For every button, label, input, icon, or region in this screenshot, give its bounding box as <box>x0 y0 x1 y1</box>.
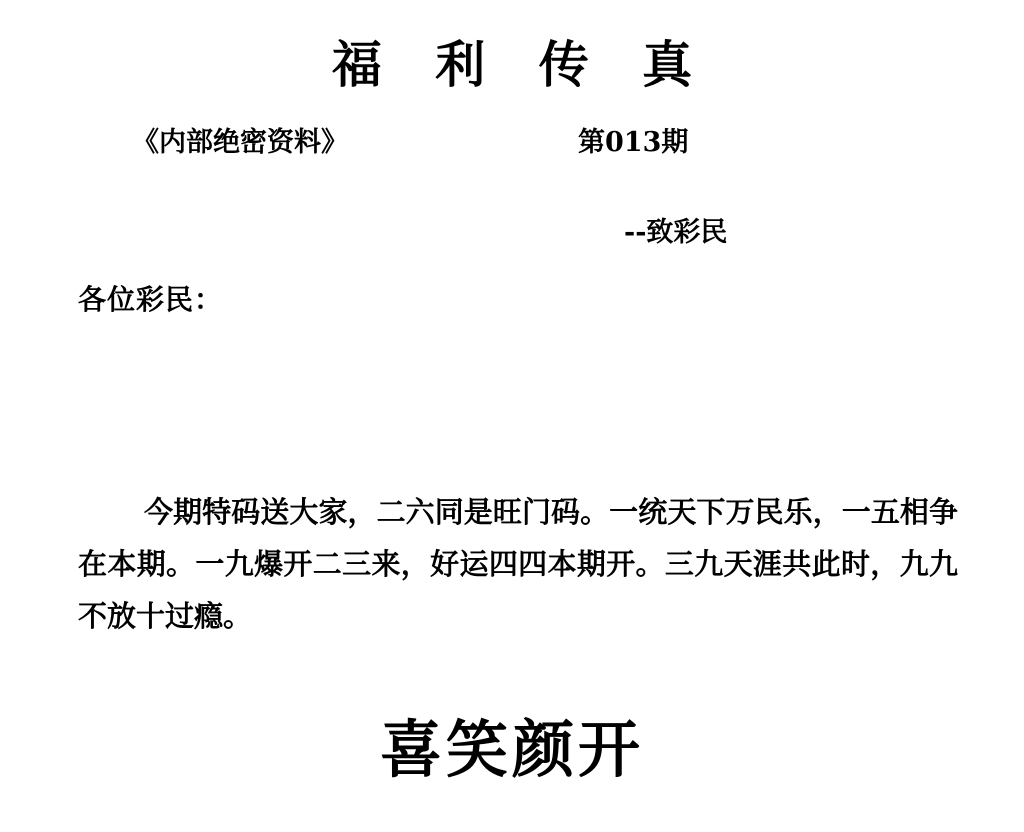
subtitle-row <box>0 120 1024 166</box>
body-block <box>78 486 958 642</box>
issue-number: 第013期 <box>578 126 689 158</box>
salutation: 各位彩民： <box>78 283 224 316</box>
body-paragraph: 今期特码送大家，二六同是旺门码。一统天下万民乐，一五相争在本期。一九爆开二三来，好运四四本期开。三九天涯共此时，九九不放十过瘾。 <box>78 495 958 633</box>
page-title: 福 利 传 真 <box>331 35 711 94</box>
subtitle-secret-material: 《内部绝密资料》 <box>132 126 348 158</box>
slogan: 喜笑颜开 <box>379 713 644 786</box>
dedication-line: --致彩民 <box>624 217 728 248</box>
